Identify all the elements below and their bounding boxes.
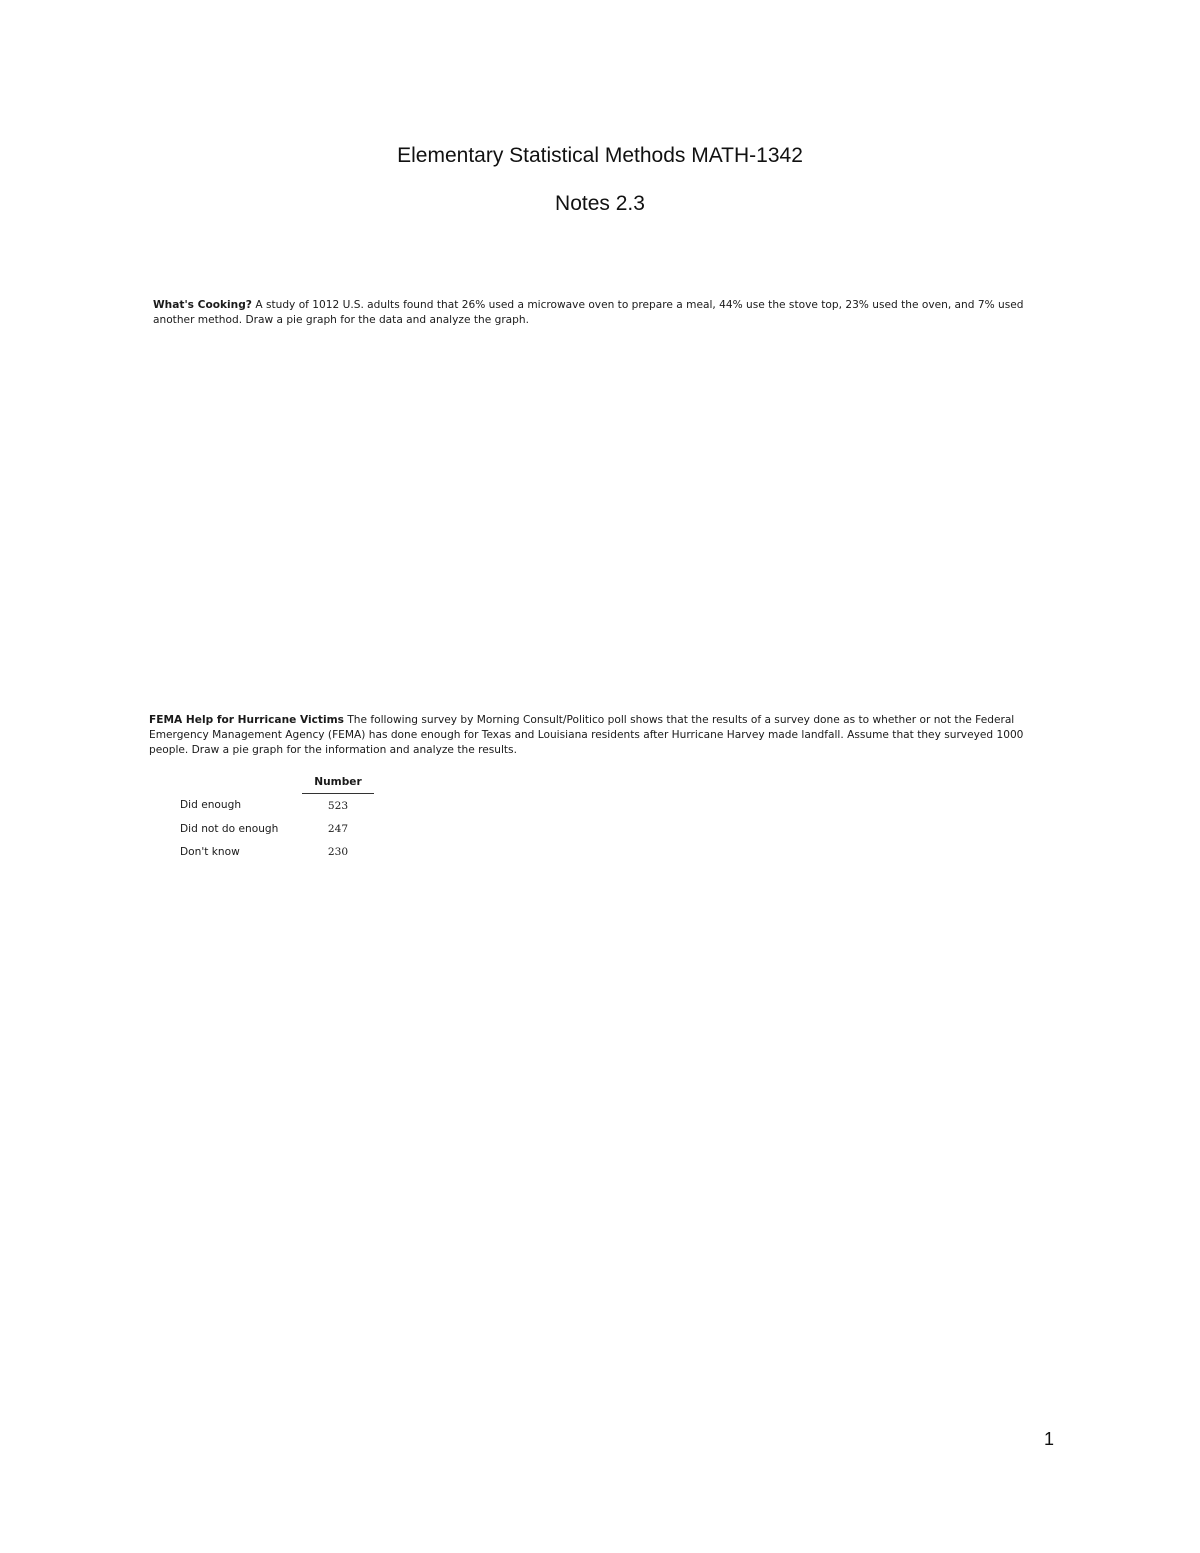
table-row-label: Did not do enough xyxy=(180,822,279,835)
problem-fema xyxy=(149,713,1064,758)
problem-cooking xyxy=(153,298,1058,328)
table-row-label: Don't know xyxy=(180,845,240,858)
table-row xyxy=(174,794,374,818)
table-row-value: 247 xyxy=(327,822,349,835)
page-title: Elementary Statistical Methods MATH-1342 xyxy=(397,144,803,167)
page-number: 1 xyxy=(1044,1429,1055,1449)
table-row-value: 230 xyxy=(327,845,349,858)
problem-fema-heading: FEMA Help for Hurricane Victims xyxy=(149,714,344,726)
problem-cooking-heading: What's Cooking? xyxy=(153,299,252,311)
fema-survey-table xyxy=(174,774,374,863)
table-row-value: 523 xyxy=(327,799,349,812)
table-row xyxy=(174,840,374,863)
table-row-label: Did enough xyxy=(180,799,242,812)
table-header-blank xyxy=(174,774,302,794)
table-header-number: Number xyxy=(302,774,374,794)
table-row xyxy=(174,817,374,840)
page-subtitle: Notes 2.3 xyxy=(555,192,645,215)
problem-fema-text: The following survey by Morning Consult/Politico poll shows that the results of a survey done as to whether or not the Federal Emergency Management Agency (FEMA) has done enough for Texas and Louisiana residents after Hurricane Harvey made landfall. Assume that they surveyed 1000 people. Draw a pie graph for the information and analyze the results. xyxy=(149,714,1024,756)
table-header-row xyxy=(174,774,374,794)
problem-cooking-text: A study of 1012 U.S. adults found that 26% used a microwave oven to prepare a meal, 44% use the stove top, 23% used the oven, and 7% used another method. Draw a pie graph for the data and analyze the graph. xyxy=(153,299,1024,326)
